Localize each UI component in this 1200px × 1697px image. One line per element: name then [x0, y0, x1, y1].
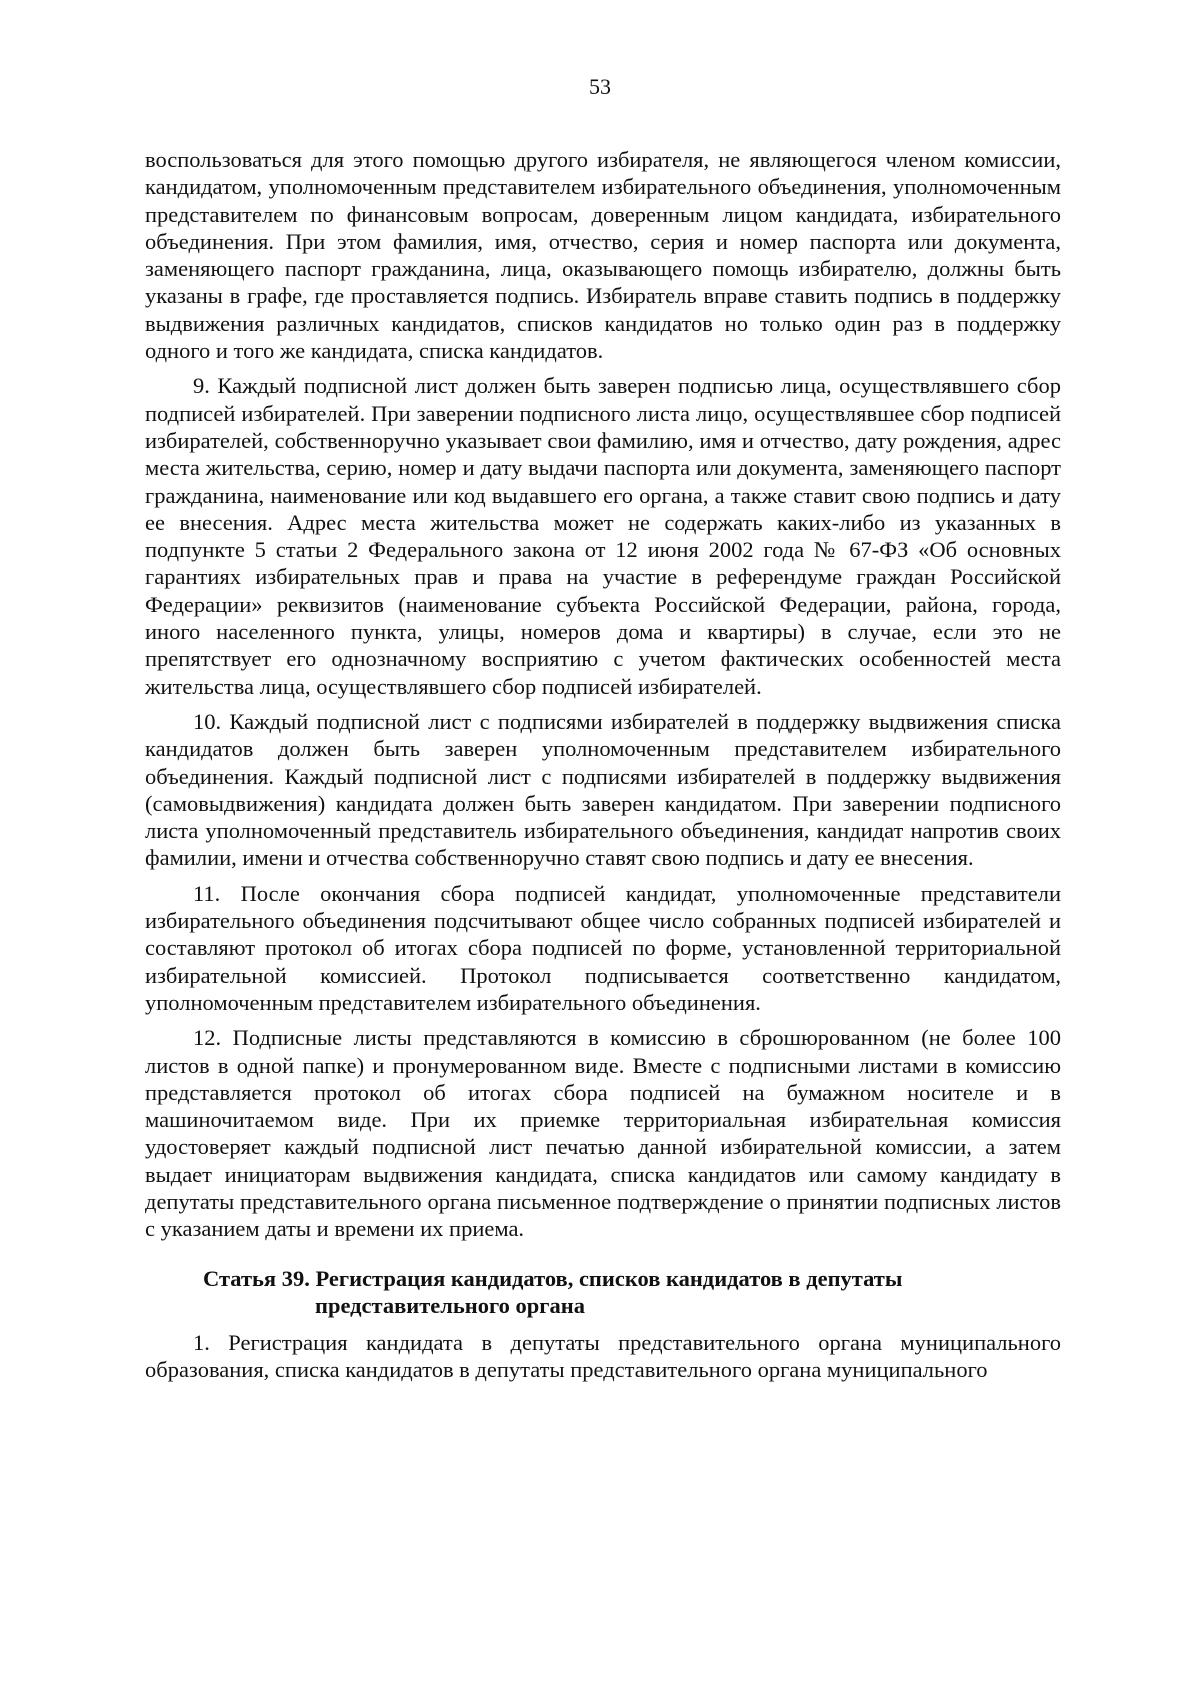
document-body	[145, 146, 1061, 1391]
article-39-heading	[145, 1265, 1061, 1319]
paragraph-item-11: 11. После окончания сбора подписей кандидат, уполномоченные представители избирательного объединения подсчитывают общее число собранных подписей избирателей и составляют протокол об итогах сбора подписей по форме, установленной территориальной избирательной комиссией. Протокол подписывается соответственно кандидатом, уполномоченным представителем избирательного объединения.	[145, 880, 1061, 1015]
page-number: 53	[589, 74, 611, 99]
paragraph-item-10: 10. Каждый подписной лист с подписями избирателей в поддержку выдвижения списка кандидатов должен быть заверен уполномоченным представителем избирательного объединения. Каждый подписной лист с подписями избирателей в поддержку выдвижения (самовыдвижения) кандидата должен быть заверен кандидатом. При заверении подписного листа уполномоченный представитель избирательного объединения, кандидат напротив своих фамилии, имени и отчества собственноручно ставят свою подпись и дату ее внесения.	[145, 708, 1061, 871]
paragraph-continuation: воспользоваться для этого помощью другого избирателя, не являющегося членом комиссии, кандидатом, уполномоченным представителем избирательного объединения, уполномоченным представителем по финансовым вопросам, доверенным лицом кандидата, избирательного объединения. При этом фамилия, имя, отчество, серия и номер паспорта или документа, заменяющего паспорт гражданина, лица, оказывающего помощь избирателю, должны быть указаны в графе, где проставляется подпись. Избиратель вправе ставить подпись в поддержку выдвижения различных кандидатов, списков кандидатов но только один раз в поддержку одного и того же кандидата, списка кандидатов.	[145, 147, 1061, 364]
article-39-paragraph-1: 1. Регистрация кандидата в депутаты представительного органа муниципального образования, списка кандидатов в депутаты представительного органа муниципального	[145, 1329, 1061, 1382]
article-heading-line-1: Статья 39. Регистрация кандидатов, списков кандидатов в депутаты	[203, 1265, 903, 1291]
paragraph-item-12: 12. Подписные листы представляются в комиссию в сброшюрованном (не более 100 листов в одной папке) и пронумерованном виде. Вместе с подписными листами в комиссию представляется протокол об итогах сбора подписей на бумажном носителе и в машиночитаемом виде. При их приемке территориальная избирательная комиссия удостоверяет каждый подписной лист печатью данной избирательной комиссии, а затем выдает инициаторам выдвижения кандидата, списка кандидатов или самому кандидату в депутаты представительного органа письменное подтверждение о принятии подписных листов с указанием даты и времени их приема.	[145, 1025, 1061, 1242]
article-heading-line-2: представительного органа	[315, 1292, 585, 1318]
paragraph-item-9: 9. Каждый подписной лист должен быть заверен подписью лица, осуществлявшего сбор подписей избирателей. При заверении подписного листа лицо, осуществлявшее сбор подписей избирателей, собственноручно указывает свои фамилию, имя и отчество, дату рождения, адрес места жительства, серию, номер и дату выдачи паспорта или документа, заменяющего паспорт гражданина, наименование или код выдавшего его органа, а также ставит свою подпись и дату ее внесения. Адрес места жительства может не содержать каких-либо из указанных в подпункте 5 статьи 2 Федерального закона от 12 июня 2002 года № 67-ФЗ «Об основных гарантиях избирательных прав и права на участие в референдуме граждан Российской Федерации» реквизитов (наименование субъекта Российской Федерации, района, города, иного населенного пункта, улицы, номеров дома и квартиры) в случае, если это не препятствует его однозначному восприятию с учетом фактических особенностей места жительства лица, осуществлявшего сбор подписей избирателей.	[145, 373, 1061, 699]
